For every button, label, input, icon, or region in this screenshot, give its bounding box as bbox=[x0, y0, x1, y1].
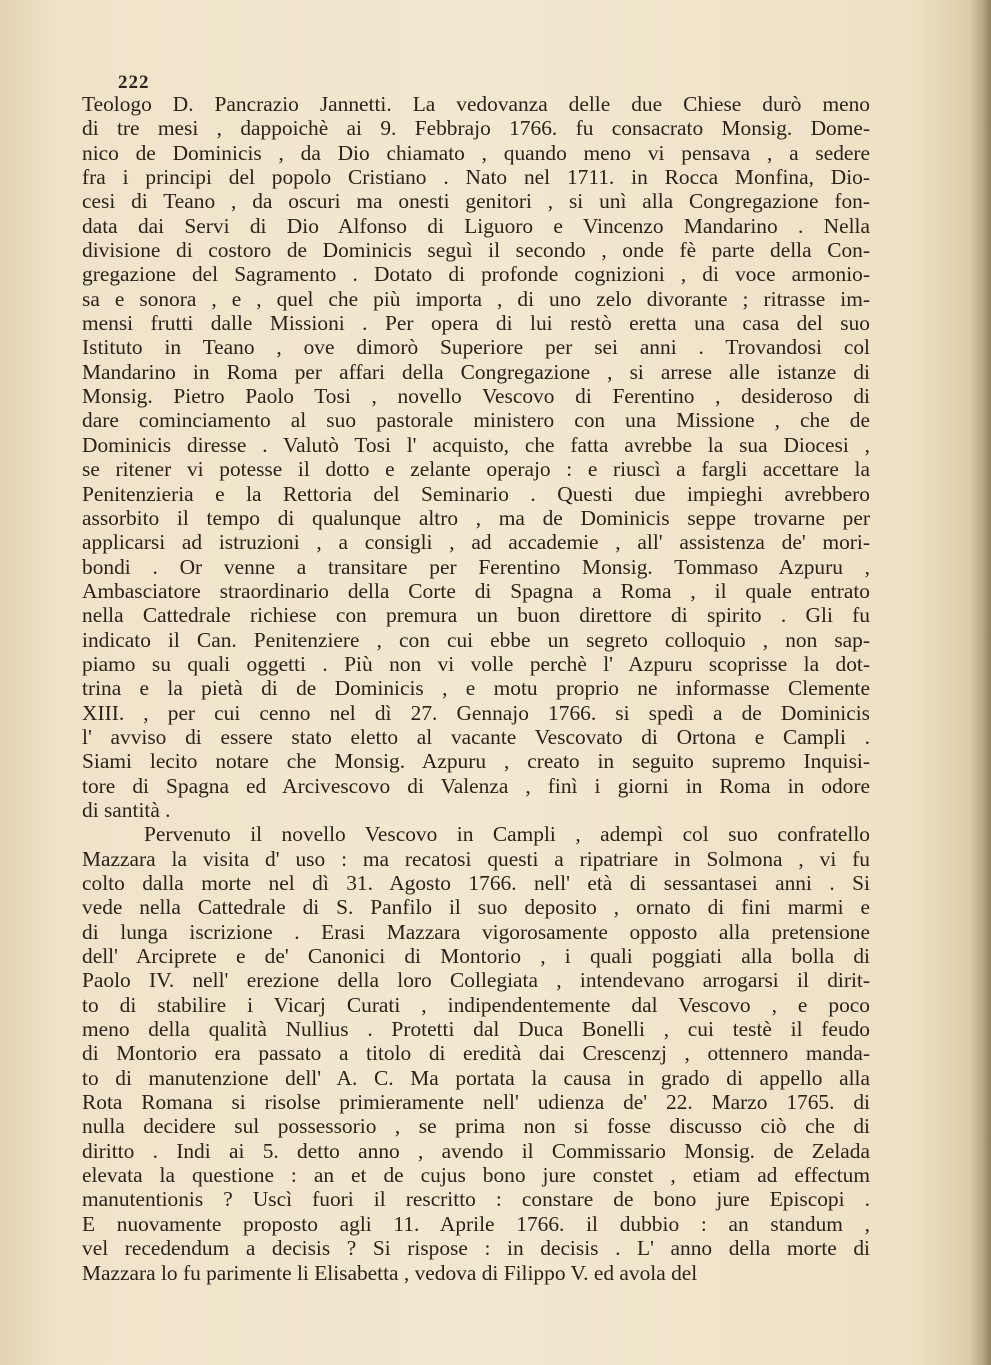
page-number: 222 bbox=[118, 72, 150, 93]
text-line: XIII. , per cui cenno nel dì 27. Gennajo 1766. si spedì a de Dominicis bbox=[82, 700, 870, 725]
text-line: fra i principi del popolo Cristiano . Nato nel 1711. in Rocca Monfina, Dio- bbox=[82, 165, 870, 190]
text-line: nulla decidere sul possessorio , se prima non si fosse discusso ciò che di bbox=[82, 1114, 870, 1139]
text-line: vede nella Cattedrale di S. Panfilo il suo deposito , ornato di fini marmi e bbox=[82, 895, 870, 920]
text-line: Mandarino in Roma per affari della Congregazione , si arrese alle istanze di bbox=[82, 359, 870, 384]
text-line: to di manutenzione dell' A. C. Ma portata la causa in grado di appello alla bbox=[82, 1065, 870, 1090]
text-line: assorbito il tempo di qualunque altro , ma de Dominicis seppe trovarne per bbox=[82, 505, 870, 530]
text-line: sa e sonora , e , quel che più importa , di uno zelo divorante ; ritrasse im- bbox=[82, 286, 870, 311]
text-line: meno della qualità Nullius . Protetti dal Duca Bonelli , cui testè il feudo bbox=[82, 1017, 870, 1042]
text-line: cesi di Teano , da oscuri ma onesti genitori , si unì alla Congregazione fon- bbox=[82, 189, 870, 214]
text-line: Siami lecito notare che Monsig. Azpuru , creato in seguito supremo Inquisi- bbox=[82, 749, 870, 774]
text-line: di tre mesi , dappoichè ai 9. Febbrajo 1766. fu consacrato Monsig. Dome- bbox=[82, 116, 870, 141]
body-text bbox=[82, 92, 870, 1285]
text-line: nico de Dominicis , da Dio chiamato , quando meno vi pensava , a sedere bbox=[82, 140, 870, 165]
text-line: Mazzara la visita d' uso : ma recatosi questi a ripatriare in Solmona , vi fu bbox=[82, 846, 870, 871]
text-line: Monsig. Pietro Paolo Tosi , novello Vescovo di Ferentino , desideroso di bbox=[82, 384, 870, 409]
text-line: Dominicis diresse . Valutò Tosi l' acquisto, che fatta avrebbe la sua Diocesi , bbox=[82, 432, 870, 457]
text-line: divisione di costoro de Dominicis seguì il secondo , onde fè parte della Con- bbox=[82, 238, 870, 263]
text-line: diritto . Indi ai 5. detto anno , avendo il Commissario Monsig. de Zelada bbox=[82, 1138, 870, 1163]
text-line: Mazzara lo fu parimente li Elisabetta , vedova di Filippo V. ed avola del bbox=[82, 1260, 698, 1285]
text-line: vel recedendum a decisis ? Si rispose : in decisis . L' anno della morte di bbox=[82, 1236, 870, 1261]
text-line: Penitenzieria e la Rettoria del Seminario . Questi due impieghi avrebbero bbox=[82, 481, 870, 506]
text-line: data dai Servi di Dio Alfonso di Liguoro e Vincenzo Mandarino . Nella bbox=[82, 213, 870, 238]
text-line: indicato il Can. Penitenziere , con cui ebbe un segreto colloquio , non sap- bbox=[82, 627, 870, 652]
text-line: bondi . Or venne a transitare per Ferentino Monsig. Tommaso Azpuru , bbox=[82, 554, 870, 579]
text-line: di santità . bbox=[82, 797, 171, 822]
text-line: Istituto in Teano , ove dimorò Superiore per sei anni . Trovandosi col bbox=[82, 335, 870, 360]
text-line: piamo su quali oggetti . Più non vi volle perchè l' Azpuru scoprisse la dot- bbox=[82, 651, 870, 676]
text-line: Rota Romana si risolse primieramente nell' udienza de' 22. Marzo 1765. di bbox=[82, 1090, 870, 1115]
text-line: tore di Spagna ed Arcivescovo di Valenza , finì i giorni in Roma in odore bbox=[82, 773, 870, 798]
text-line: dell' Arciprete e de' Canonici di Montorio , i quali poggiati alla bolla di bbox=[82, 944, 870, 969]
text-line: E nuovamente proposto agli 11. Aprile 1766. il dubbio : an standum , bbox=[82, 1211, 870, 1236]
text-line: di Montorio era passato a titolo di eredità dai Crescenzj , ottennero manda- bbox=[82, 1041, 870, 1066]
text-line: Pervenuto il novello Vescovo in Campli , adempì col suo confratello bbox=[144, 822, 870, 847]
text-line: colto dalla morte nel dì 31. Agosto 1766. nell' età di sessantasei anni . Si bbox=[82, 871, 870, 895]
text-line: l' avviso di essere stato eletto al vacante Vescovato di Ortona e Campli . bbox=[82, 724, 870, 749]
text-line: trina e la pietà di de Dominicis , e motu proprio ne informasse Clemente bbox=[82, 676, 870, 701]
text-line: di lunga iscrizione . Erasi Mazzara vigorosamente opposto alla pretensione bbox=[82, 919, 870, 944]
text-line: dare cominciamento al suo pastorale ministero con una Missione , che de bbox=[82, 408, 870, 433]
text-line: Teologo D. Pancrazio Jannetti. La vedovanza delle due Chiese durò meno bbox=[82, 92, 870, 116]
text-line: manutentionis ? Uscì fuori il rescritto : constare de bono jure Episcopi . bbox=[82, 1187, 870, 1212]
page-gutter-shadow bbox=[969, 0, 991, 1365]
text-line: gregazione del Sagramento . Dotato di profonde cognizioni , di voce armonio- bbox=[82, 262, 870, 287]
text-line: mensi frutti dalle Missioni . Per opera di lui restò eretta una casa del suo bbox=[82, 311, 870, 336]
text-line: elevata la questione : an et de cujus bono jure constet , etiam ad effectum bbox=[82, 1163, 870, 1188]
text-line: Ambasciatore straordinario della Corte di Spagna a Roma , il quale entrato bbox=[82, 578, 870, 603]
text-line: nella Cattedrale richiese con premura un buon direttore di spirito . Gli fu bbox=[82, 603, 870, 628]
text-line: applicarsi ad istruzioni , a consigli , ad accademie , all' assistenza de' mori- bbox=[82, 530, 870, 555]
text-line: se ritener vi potesse il dotto e zelante operajo : e riuscì a fargli accettare la bbox=[82, 457, 870, 482]
text-line: Paolo IV. nell' erezione della loro Collegiata , intendevano arrogarsi il dirit- bbox=[82, 968, 870, 993]
text-line: to di stabilire i Vicarj Curati , indipendentemente dal Vescovo , e poco bbox=[82, 992, 870, 1017]
